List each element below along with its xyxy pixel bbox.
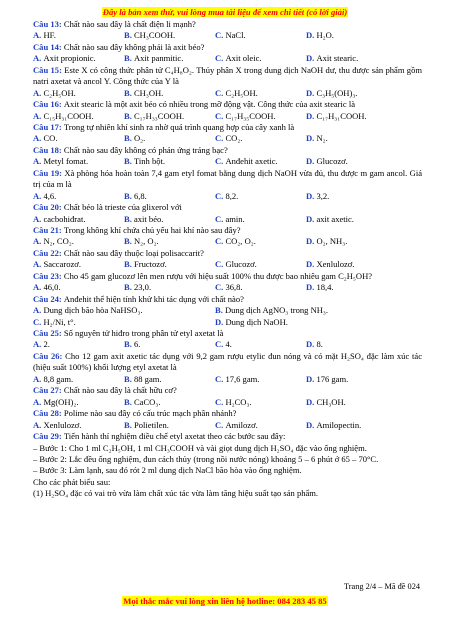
option-letter: C. (33, 316, 44, 327)
option-text: C₁₇H₃₁COOH. (316, 110, 367, 121)
option-letter: D. (306, 236, 317, 247)
option-row (33, 339, 422, 350)
question-text: Cho 12 gam axit axetic tác dụng với 9,2 gam rượu etylic đun nóng và có mặt H₂SO₄ đặc làm xúc tác (hiệu suất 100%) khối lượng etyl axetat là (33, 350, 422, 373)
answer-option[interactable] (33, 420, 124, 431)
answer-option[interactable] (33, 305, 215, 316)
question-number: Câu 23: (33, 270, 64, 281)
option-letter: C. (215, 373, 226, 384)
option-letter: D. (306, 87, 317, 98)
question-stem (33, 168, 422, 191)
answer-option[interactable] (306, 397, 397, 408)
option-text: Fructozơ. (133, 259, 167, 270)
option-text: Dung dịch bão hòa NaHSO₃. (43, 305, 143, 316)
option-text: O₂, NH₃. (316, 236, 348, 247)
option-letter: A. (33, 53, 44, 64)
option-text: CH₃OH. (133, 87, 164, 98)
answer-option[interactable] (215, 53, 306, 64)
answer-option[interactable] (124, 214, 215, 225)
question-stem (33, 122, 422, 133)
option-letter: D. (306, 282, 317, 293)
option-letter: A. (33, 213, 44, 224)
answer-option[interactable] (124, 53, 215, 64)
option-letter: C. (215, 419, 226, 430)
answer-option[interactable] (306, 156, 397, 167)
option-text: Amilozơ. (225, 419, 258, 430)
option-text: CO₂. (225, 133, 243, 144)
option-text: Mg(OH)₂. (43, 396, 79, 407)
option-text: 176 gam. (316, 373, 349, 384)
question-text: Trong không khí chứa chủ yếu hai khí nào sau đây? (63, 225, 241, 236)
option-text: 3,2. (316, 190, 330, 201)
option-text: C₁₇H₃₅COOH. (225, 110, 276, 121)
question-number: Câu 17: (33, 122, 64, 133)
option-letter: B. (124, 236, 134, 247)
option-letter: D. (215, 316, 226, 327)
answer-option[interactable] (306, 111, 397, 122)
answer-option[interactable] (33, 282, 124, 293)
answer-option[interactable] (33, 339, 124, 350)
question-text: Trong tự nhiên khí sinh ra nhờ quá trình quang hợp của cây xanh là (63, 122, 295, 133)
option-letter: D. (306, 190, 317, 201)
option-text: 18,4. (316, 282, 334, 293)
option-text: Axit oleic. (225, 53, 262, 64)
question-number: Câu 18: (33, 144, 64, 155)
option-letter: B. (124, 133, 134, 144)
option-text: cacbohiđrat. (43, 213, 86, 224)
answer-option[interactable] (33, 156, 124, 167)
answer-option[interactable] (215, 259, 306, 270)
option-letter: A. (33, 133, 44, 144)
answer-option[interactable] (124, 397, 215, 408)
option-text: C₂H₅OH. (43, 87, 76, 98)
option-text: 2. (43, 339, 50, 350)
option-letter: A. (33, 373, 44, 384)
option-text: Amilopectin. (316, 419, 362, 430)
answer-option[interactable] (33, 259, 124, 270)
option-row (33, 374, 422, 385)
option-text: 36,8. (225, 282, 243, 293)
answer-option[interactable] (215, 191, 306, 202)
page-number: Trang 2/4 – Mã đề 024 (344, 582, 420, 591)
option-row (33, 111, 422, 122)
answer-option[interactable] (124, 88, 215, 99)
option-letter: A. (33, 419, 44, 430)
question-number: Câu 29: (33, 431, 64, 442)
question-number: Câu 28: (33, 408, 64, 419)
option-text: 8. (316, 339, 323, 350)
answer-option[interactable] (124, 133, 215, 144)
option-text: N₂, O₂. (133, 236, 159, 247)
option-letter: B. (124, 156, 134, 167)
option-row (33, 420, 422, 431)
option-row (33, 53, 422, 64)
option-text: H₂O. (316, 30, 334, 41)
option-row (33, 133, 422, 144)
option-letter: D. (306, 419, 317, 430)
option-text: N₂. (316, 133, 328, 144)
question-stem (33, 385, 422, 396)
option-text: N₂, CO₂. (43, 236, 74, 247)
answer-option[interactable] (33, 111, 124, 122)
answer-option[interactable] (124, 156, 215, 167)
answer-option[interactable] (215, 305, 397, 316)
question-stem (33, 271, 422, 282)
option-letter: D. (306, 156, 317, 167)
answer-option[interactable] (33, 133, 124, 144)
option-text: CaCO₃. (133, 396, 161, 407)
question-text: Axit stearic là một axit béo có nhiều trong mỡ động vật. Công thức của axit stearic là (63, 99, 355, 110)
option-letter: A. (33, 190, 44, 201)
option-letter: D. (306, 213, 317, 224)
option-text: 46,0. (43, 282, 61, 293)
option-letter: D. (306, 133, 317, 144)
question-number: Câu 21: (33, 225, 64, 236)
question-stem (33, 65, 422, 88)
answer-option[interactable] (124, 282, 215, 293)
answer-option[interactable] (215, 236, 306, 247)
question-stem (33, 408, 422, 419)
option-row (33, 156, 422, 167)
answer-option[interactable] (306, 374, 397, 385)
option-letter: C. (215, 282, 226, 293)
option-text: Axit propionic. (43, 53, 96, 64)
question-number: Câu 20: (33, 202, 64, 213)
hotline-footer: Mọi thắc mắc vui lòng xin liên hệ hotline: 084 283 45 85 (123, 596, 327, 606)
option-row (33, 317, 422, 328)
answer-option[interactable] (306, 236, 397, 247)
option-text: Glucozơ. (225, 259, 257, 270)
option-letter: B. (124, 419, 134, 430)
question-number: Câu 26: (33, 350, 66, 361)
option-letter: C. (215, 30, 226, 41)
option-text: Xenlulozơ. (43, 419, 82, 430)
option-text: Saccarozơ. (43, 259, 81, 270)
option-letter: A. (33, 156, 44, 167)
procedure-step: – Bước 1: Cho 1 ml C₂H₅OH, 1 ml CH₃COOH và vài giọt dung dịch H₂SO₄ đặc vào ống nghiệm. (33, 442, 367, 453)
answer-option[interactable] (33, 374, 124, 385)
option-text: Dung dịch NaOH. (225, 316, 288, 327)
answer-option[interactable] (215, 339, 306, 350)
option-letter: D. (306, 396, 317, 407)
option-row (33, 88, 422, 99)
option-text: Polietilen. (133, 419, 169, 430)
question-text: Tiến hành thí nghiệm điều chế etyl axetat theo các bước sau đây: (63, 431, 286, 442)
option-row (33, 397, 422, 408)
option-letter: C. (215, 87, 226, 98)
answer-option[interactable] (33, 30, 124, 41)
option-text: Xenlulozơ. (316, 259, 355, 270)
option-row (33, 305, 422, 316)
answer-option[interactable] (306, 53, 397, 64)
option-letter: A. (33, 282, 44, 293)
option-text: 4,6. (43, 190, 57, 201)
option-letter: C. (215, 213, 226, 224)
option-letter: C. (215, 156, 226, 167)
option-letter: A. (33, 396, 44, 407)
option-letter: A. (33, 110, 44, 121)
answer-option[interactable] (33, 397, 124, 408)
option-text: HF. (43, 30, 56, 41)
answer-option[interactable] (306, 282, 397, 293)
option-text: CO₂, O₂. (225, 236, 256, 247)
option-text: 17,6 gam. (225, 373, 260, 384)
option-row (33, 214, 422, 225)
option-text: Glucozơ. (316, 156, 348, 167)
question-stem (33, 248, 422, 259)
answer-option[interactable] (124, 259, 215, 270)
option-letter: C. (215, 396, 226, 407)
option-row (33, 30, 422, 41)
option-text: CH₃COOH. (133, 30, 176, 41)
option-letter: C. (215, 339, 226, 350)
question-text: Chất nào sau đây không có phản ứng tráng bạc? (63, 144, 228, 155)
question-number: Câu 27: (33, 385, 64, 396)
option-text: axit axetic. (316, 213, 354, 224)
answer-option[interactable] (124, 374, 215, 385)
option-letter: B. (124, 259, 134, 270)
question-number: Câu 22: (33, 247, 64, 258)
answer-option[interactable] (306, 420, 397, 431)
option-text: H₂CO₃. (225, 396, 252, 407)
answer-option[interactable] (215, 133, 306, 144)
answer-option[interactable] (306, 259, 397, 270)
answer-option[interactable] (215, 88, 306, 99)
option-letter: D. (306, 53, 317, 64)
question-stem (33, 294, 422, 305)
option-letter: B. (124, 339, 134, 350)
option-letter: D. (306, 110, 317, 121)
option-text: C₁₅H₃₁COOH. (43, 110, 94, 121)
option-text: 6,8. (133, 190, 147, 201)
option-text: H₂/Ni, t°. (43, 316, 76, 327)
option-text: 8,2. (225, 190, 239, 201)
option-letter: B. (124, 110, 134, 121)
question-text: Chất nào sau đây thuộc loại polisaccarit? (63, 247, 204, 258)
question-text: Số nguyên tử hiđro trong phân tử etyl axetat là (63, 328, 224, 339)
option-text: 8,8 gam. (43, 373, 74, 384)
option-text: C₁₇H₃₃COOH. (133, 110, 185, 121)
option-letter: A. (33, 339, 44, 350)
answer-option[interactable] (215, 111, 306, 122)
option-letter: D. (306, 30, 317, 41)
question-stem (33, 99, 422, 110)
answer-option[interactable] (215, 420, 306, 431)
answer-option[interactable] (124, 191, 215, 202)
answer-option[interactable] (33, 214, 124, 225)
option-text: CH₃OH. (316, 396, 346, 407)
question-text: Cho 45 gam glucozơ lên men rượu với hiệu suất 100% thu được bao nhiêu gam C₂H₅OH? (63, 270, 373, 281)
answer-option[interactable] (215, 374, 306, 385)
question-text: Anđehit thể hiện tính khử khi tác dụng với chất nào? (63, 293, 244, 304)
option-text: C₃H₅(OH)₃. (316, 87, 358, 98)
option-letter: B. (124, 282, 134, 293)
option-text: 23,0. (133, 282, 152, 293)
option-letter: A. (33, 87, 44, 98)
option-letter: A. (33, 30, 44, 41)
answer-option[interactable] (124, 30, 215, 41)
question-text: Este X có công thức phân tử C₄H₈O₂. Thủy phân X trong dung dịch NaOH dư, thu được sản phẩm gồm natri axetat và ancol Y. Công thức của Y là (33, 64, 422, 87)
question-list (33, 19, 422, 500)
option-row (33, 191, 422, 202)
option-letter: B. (124, 396, 134, 407)
option-row (33, 259, 422, 270)
question-text: Chất nào sau đây là chất điện li mạnh? (63, 19, 196, 29)
option-letter: B. (124, 373, 134, 384)
question-number: Câu 15: (33, 64, 65, 75)
option-letter: A. (33, 259, 44, 270)
question-text: Polime nào sau đây có cấu trúc mạch phân nhánh? (63, 408, 237, 419)
statement-prompt: Cho các phát biểu sau: (33, 476, 111, 487)
question-stem (33, 351, 422, 374)
question-text: Xà phòng hóa hoàn toàn 7,4 gam etyl fomat bằng dung dịch NaOH vừa đủ, thu được m gam ancol. Giá trị của m là (33, 167, 422, 190)
question-number: Câu 13: (33, 19, 64, 29)
option-row (33, 282, 422, 293)
answer-option[interactable] (215, 282, 306, 293)
answer-option[interactable] (306, 339, 397, 350)
option-text: Axit panmitic. (133, 53, 184, 64)
option-text: Dung dịch AgNO₃ trong NH₃. (224, 305, 329, 316)
option-text: axit béo. (133, 213, 164, 224)
option-letter: B. (124, 87, 134, 98)
preview-banner: Đây là bản xem thử, vui lòng mua tài liệu để xem chi tiết (có lời giải) (102, 7, 348, 17)
procedure-step: – Bước 3: Làm lạnh, sau đó rót 2 ml dung dịch NaCl bão hòa vào ống nghiệm. (33, 465, 302, 476)
answer-option[interactable] (306, 88, 397, 99)
option-letter: D. (306, 259, 317, 270)
option-text: Tinh bột. (133, 156, 166, 167)
answer-option[interactable] (215, 397, 306, 408)
option-text: O₂. (133, 133, 146, 144)
option-letter: D. (306, 339, 317, 350)
option-letter: B. (124, 30, 134, 41)
option-row (33, 236, 422, 247)
option-letter: B. (124, 190, 134, 201)
answer-option[interactable] (215, 156, 306, 167)
answer-option[interactable] (306, 214, 397, 225)
question-text: Chất béo là trieste của glixerol với (63, 202, 182, 213)
answer-option[interactable] (306, 191, 397, 202)
question-text: Chất nào sau đây là chất hữu cơ? (63, 385, 177, 396)
option-letter: C. (215, 236, 226, 247)
option-text: NaCl. (225, 30, 246, 41)
question-stem (33, 225, 422, 236)
option-letter: B. (124, 213, 134, 224)
statement-item: (1) H₂SO₄ đặc có vai trò vừa làm chất xúc tác vừa làm tăng hiệu suất tạo sản phẩm. (33, 488, 319, 499)
option-text: 88 gam. (133, 373, 162, 384)
answer-option[interactable] (124, 420, 215, 431)
question-stem (33, 19, 422, 30)
procedure-step: – Bước 2: Lắc đều ống nghiệm, đun cách thủy (trong nồi nước nóng) khoảng 5 – 6 phút ở 65 – 70°C. (33, 453, 379, 464)
option-letter: C. (215, 259, 226, 270)
question-number: Câu 14: (33, 41, 64, 52)
answer-option[interactable] (124, 339, 215, 350)
answer-option[interactable] (215, 214, 306, 225)
question-stem (33, 328, 422, 339)
answer-option[interactable] (306, 30, 397, 41)
option-letter: C. (215, 110, 226, 121)
option-text: CO. (43, 133, 58, 144)
answer-option[interactable] (124, 236, 215, 247)
option-text: 6. (133, 339, 141, 350)
question-number: Câu 25: (33, 328, 64, 339)
option-letter: A. (33, 305, 44, 316)
question-stem (33, 145, 422, 156)
option-letter: C. (215, 53, 226, 64)
option-text: amin. (225, 213, 245, 224)
answer-option[interactable] (124, 111, 215, 122)
option-text: 4. (225, 339, 232, 350)
option-letter: B. (124, 53, 134, 64)
option-text: Metyl fomat. (43, 156, 89, 167)
question-text: Chất nào sau đây không phải là axit béo? (63, 41, 205, 52)
option-text: Anđehit axetic. (225, 156, 278, 167)
answer-option[interactable] (33, 88, 124, 99)
answer-option[interactable] (215, 30, 306, 41)
question-number: Câu 24: (33, 293, 64, 304)
option-letter: B. (215, 305, 225, 316)
answer-option[interactable] (33, 191, 124, 202)
option-letter: A. (33, 236, 44, 247)
question-stem (33, 202, 422, 213)
option-letter: D. (306, 373, 317, 384)
option-letter: C. (215, 190, 226, 201)
answer-option[interactable] (33, 317, 215, 328)
answer-option[interactable] (33, 53, 124, 64)
answer-option[interactable] (33, 236, 124, 247)
question-number: Câu 16: (33, 99, 64, 110)
answer-option[interactable] (306, 133, 397, 144)
question-stem (33, 431, 422, 442)
option-letter: C. (215, 133, 226, 144)
question-number: Câu 19: (33, 167, 65, 178)
option-text: C₂H₅OH. (225, 87, 258, 98)
option-text: Axit stearic. (316, 53, 359, 64)
answer-option[interactable] (215, 317, 397, 328)
question-stem (33, 42, 422, 53)
